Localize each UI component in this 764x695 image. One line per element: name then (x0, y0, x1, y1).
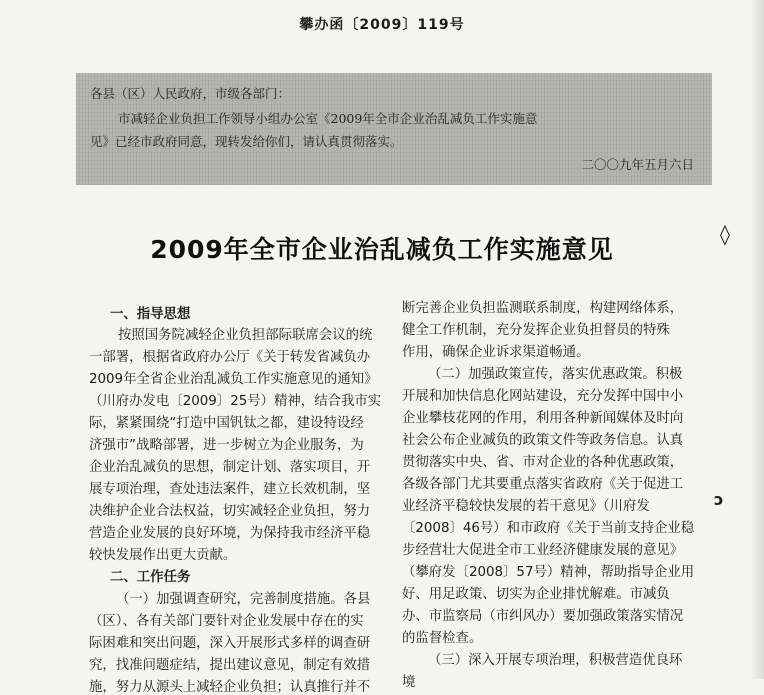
right-column-line: （三）深入开展专项治理，积极营造优良环 (428, 653, 683, 668)
section-heading-guiding-thought: 一、指导思想 (110, 307, 191, 322)
left-column-line: 际困难和突出问题，深入开展形式多样的调查研 (89, 636, 371, 651)
right-column-line: 断完善企业负担监测联系制度，构建网络体系， (402, 301, 684, 316)
left-column-line: 按照国务院减轻企业负担部际联席会议的统 (118, 328, 373, 343)
left-column-line: 决维护企业合法权益，切实减轻企业负担，努力 (89, 504, 371, 519)
margin-mark-icon: ◊ (720, 222, 730, 246)
right-column-line: 社会公布企业减负的政策文件等政务信息。认真 (402, 433, 684, 448)
right-column-line: 境 (402, 675, 416, 690)
notice-body-line-1: 市减轻企业负担工作领导小组办公室《2009年全市企业治乱减负工作实施意 (118, 111, 538, 126)
left-column-line: 际，紧紧围绕“打造中国钒钛之都，建设特设经 (89, 416, 364, 431)
left-column-line: 企业治乱减负的思想，制定计划、落实项目，开 (89, 460, 371, 475)
left-column-line: 施，努力从源头上减轻企业负担；认真推行并不 (89, 680, 371, 695)
right-column-line: 业经济平稳较快发展的若干意见》（川府发 (402, 499, 650, 514)
margin-mark-icon: ↄ (714, 490, 724, 509)
document-number: 攀办函〔2009〕119号 (299, 17, 465, 33)
left-column-line: （川府办发电〔2009〕25号）精神，结合我市实 (89, 394, 382, 409)
right-column-line: 健全工作机制，充分发挥企业负担督员的特殊 (402, 323, 670, 338)
right-column-line: （攀府发〔2008〕57号）精神，帮助指导企业用 (402, 565, 695, 580)
right-column-line: 企业攀枝花网的作用，利用各种新闻媒体及时向 (402, 411, 684, 426)
notice-recipients: 各县（区）人民政府，市级各部门： (90, 86, 291, 101)
right-column-line: 开展和加快信息化网站建设，充分发挥中国中小 (402, 389, 684, 404)
page-edge-shadow (750, 0, 764, 679)
left-column-line: 2009年全省企业治乱减负工作实施意见的通知》 (89, 372, 378, 387)
notice-date: 二〇〇九年五月六日 (581, 157, 694, 172)
notice-body-line-2: 见》已经市政府同意，现转发给你们，请认真贯彻落实。 (90, 134, 403, 149)
right-column-line: 〔2008〕46号）和市政府《关于当前支持企业稳 (402, 521, 695, 536)
section-heading-work-tasks: 二、工作任务 (110, 570, 191, 585)
right-column-line: 步经营壮大促进全市工业经济健康发展的意见》 (402, 543, 684, 558)
left-column-line: （一）加强调查研究，完善制度措施。各县 (116, 592, 371, 607)
right-column-line: 好、用足政策、切实为企业排忧解难。市减负 (402, 587, 670, 602)
left-column-line: 济强市”战略部署，进一步树立为企业服务，为 (89, 438, 364, 453)
forwarding-notice (76, 73, 712, 185)
right-column-line: 办、市监察局（市纠风办）要加强政策落实情况 (402, 609, 684, 624)
document-title: 2009年全市企业治乱减负工作实施意见 (150, 235, 614, 264)
left-column-line: 营造企业发展的良好环境，为保持我市经济平稳 (89, 526, 371, 541)
left-column-line: 展专项治理，查处违法案件，建立长效机制，坚 (89, 482, 371, 497)
right-column-line: 贯彻落实中央、省、市对企业的各种优惠政策， (402, 455, 684, 470)
left-column-line: 一部署，根据省政府办公厅《关于转发省减负办 (89, 350, 371, 365)
left-column-line: 较快发展作出更大贡献。 (89, 548, 237, 563)
left-column-line: 究，找准问题症结，提出建议意见，制定有效措 (89, 658, 371, 673)
left-column-line: （区）、各有关部门要针对企业发展中存在的实 (89, 614, 364, 629)
right-column-line: （二）加强政策宣传，落实优惠政策。积极 (428, 367, 683, 382)
right-column-line: 的监督检查。 (402, 631, 483, 646)
right-column-line: 作用，确保企业诉求渠道畅通。 (402, 345, 590, 360)
right-column-line: 各级各部门尤其要重点落实省政府《关于促进工 (402, 477, 684, 492)
